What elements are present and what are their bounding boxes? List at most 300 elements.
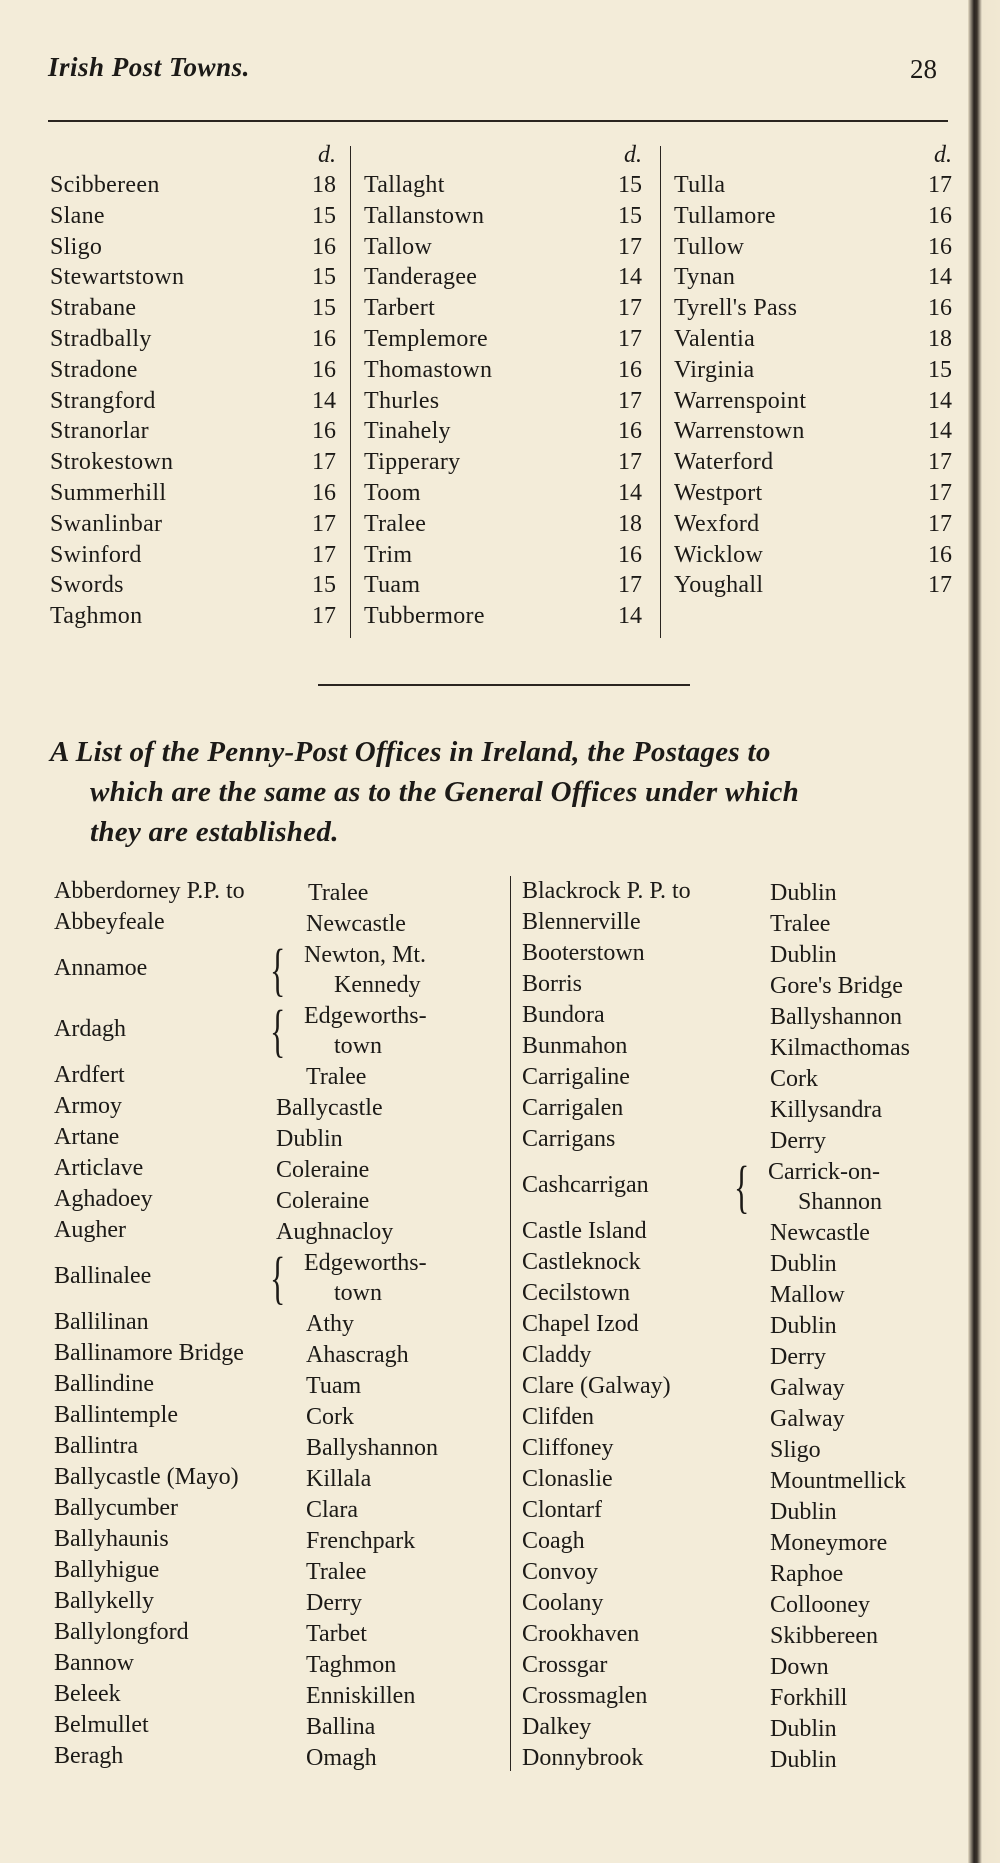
general-office-name: Derry [770, 1128, 826, 1154]
general-office-name: Dublin [276, 1126, 343, 1152]
general-office-name: Ballina [306, 1714, 376, 1740]
general-office [306, 1526, 415, 1556]
penny-post-left-column [54, 878, 494, 1774]
postage-value: 14 [618, 603, 642, 630]
postage-unit: d. [934, 142, 952, 168]
town-name: Wicklow [674, 541, 764, 568]
general-office [770, 1311, 837, 1341]
list-item [54, 1124, 494, 1155]
table-row [674, 234, 956, 265]
town-name: Strabane [50, 295, 137, 322]
office-name: Ballycastle (Mayo) [54, 1464, 239, 1490]
postage-value: 18 [618, 510, 642, 537]
list-item [54, 937, 494, 1002]
brace-mark: { [270, 1245, 286, 1310]
office-name: Carrigalen [522, 1095, 624, 1121]
general-office [306, 1681, 415, 1711]
town-name: Tanderagee [364, 264, 478, 291]
office-name: Bunmahon [522, 1033, 628, 1059]
town-name: Tinahely [364, 418, 451, 445]
general-office [770, 1218, 870, 1248]
postage-value: 14 [928, 418, 952, 445]
table-row [674, 418, 956, 449]
postage-value: 14 [928, 264, 952, 291]
office-name: Ballintemple [54, 1402, 178, 1428]
post-towns-column-3 [674, 142, 956, 603]
general-office-name: Carrick-on- [768, 1159, 880, 1185]
town-name: Tallaght [364, 172, 445, 198]
postage-value: 14 [618, 264, 642, 291]
table-row [50, 295, 340, 326]
office-name: Booterstown [522, 940, 645, 966]
column-divider [510, 876, 511, 1771]
column-divider [660, 146, 661, 638]
table-row [50, 572, 340, 603]
office-name: Beragh [54, 1743, 124, 1769]
office-name: Ballylongford [54, 1619, 189, 1645]
town-name: Tyrell's Pass [674, 295, 798, 322]
list-item [54, 909, 494, 940]
office-name: Dalkey [522, 1714, 592, 1740]
table-row [674, 480, 956, 511]
general-office [770, 1652, 829, 1682]
list-item [54, 1217, 494, 1248]
town-name: Summerhill [50, 479, 167, 506]
office-name: Coolany [522, 1590, 604, 1616]
general-office-name: Dublin [770, 1251, 837, 1277]
post-towns-column-2 [364, 142, 646, 634]
general-office-name: Derry [306, 1590, 362, 1616]
general-office-name: Gore's Bridge [770, 973, 903, 999]
general-office-name: Coleraine [276, 1188, 370, 1214]
list-item [54, 1340, 494, 1371]
heading-line: A List of the Penny-Post Offices in Ireland, the Postages to [50, 736, 771, 768]
general-office [770, 1126, 826, 1156]
brace-mark: { [270, 937, 286, 1002]
general-office [770, 1559, 843, 1589]
office-name: Armoy [54, 1093, 122, 1119]
general-office-name: Cork [770, 1066, 818, 1092]
office-name: Bannow [54, 1650, 134, 1676]
office-name: Ballyhaunis [54, 1526, 169, 1552]
town-name: Stewartstown [50, 264, 185, 291]
list-item [54, 1650, 494, 1681]
postage-unit: d. [318, 142, 336, 168]
general-office [770, 1342, 826, 1372]
general-office-name-continued: Kennedy [334, 972, 421, 998]
town-name: Taghmon [50, 603, 143, 630]
list-item [522, 1342, 962, 1373]
postage-value: 17 [618, 295, 642, 322]
office-name: Abbeyfeale [54, 909, 165, 935]
town-name: Strokestown [50, 449, 174, 476]
office-name: Crookhaven [522, 1621, 640, 1647]
office-name: Convoy [522, 1559, 599, 1585]
list-item [522, 1714, 962, 1745]
general-office-name: Skibbereen [770, 1623, 878, 1649]
general-office [306, 1743, 377, 1773]
table-row [674, 264, 956, 295]
office-name: Beleek [54, 1681, 121, 1707]
office-name: Blackrock P. P. to [522, 878, 691, 904]
postage-value: 18 [928, 325, 952, 352]
general-office-name-continued: town [334, 1280, 382, 1306]
list-item [54, 1619, 494, 1650]
list-item [54, 1062, 494, 1093]
town-name: Thomastown [364, 356, 493, 383]
list-item [522, 1033, 962, 1064]
postage-value: 15 [312, 264, 336, 291]
table-row [674, 572, 956, 603]
list-item [522, 878, 962, 909]
office-name: Donnybrook [522, 1745, 644, 1771]
office-name: Cashcarrigan [522, 1172, 649, 1198]
general-office [306, 1433, 438, 1463]
column-divider [350, 146, 351, 638]
postage-value: 16 [312, 356, 336, 383]
header-rule [48, 120, 948, 122]
general-office-name: Frenchpark [306, 1528, 416, 1554]
general-office [276, 1186, 369, 1216]
general-office [770, 1745, 837, 1775]
office-name: Clifden [522, 1404, 594, 1430]
table-row [674, 203, 956, 234]
town-name: Slane [50, 202, 105, 229]
general-office [306, 1309, 354, 1339]
column-header [50, 142, 340, 172]
postage-value: 17 [312, 510, 336, 537]
office-name: Ballindine [54, 1371, 154, 1397]
office-name: Cliffoney [522, 1435, 614, 1461]
general-office-name: Cork [306, 1404, 354, 1430]
table-row [50, 603, 340, 634]
postage-value: 16 [928, 541, 952, 568]
office-name: Ballintra [54, 1433, 138, 1459]
list-item [54, 1093, 494, 1124]
general-office [306, 1495, 358, 1525]
list-item [522, 1126, 962, 1157]
postage-value: 17 [618, 449, 642, 476]
list-item [522, 1095, 962, 1126]
general-office-name: Aughnacloy [276, 1219, 394, 1245]
brace-mark: { [270, 998, 286, 1063]
postage-value: 18 [312, 172, 336, 198]
general-office-name: Tarbet [306, 1621, 367, 1647]
list-item [522, 940, 962, 971]
town-name: Tralee [364, 510, 427, 537]
general-office-name: Dublin [770, 1716, 837, 1742]
list-item [54, 1526, 494, 1557]
postage-value: 16 [618, 418, 642, 445]
general-office-name: Omagh [306, 1745, 377, 1771]
general-office [306, 1650, 396, 1680]
postage-value: 15 [312, 572, 336, 599]
list-item [522, 1528, 962, 1559]
general-office-name: Tralee [770, 911, 831, 937]
postage-value: 17 [928, 479, 952, 506]
table-row [50, 542, 340, 573]
general-office [770, 1033, 910, 1063]
general-office [770, 1590, 870, 1620]
postage-value: 14 [312, 387, 336, 414]
office-name: Augher [54, 1217, 126, 1243]
general-office [276, 1217, 393, 1247]
town-name: Sligo [50, 233, 103, 260]
post-towns-column-1 [50, 142, 340, 634]
postage-value: 16 [928, 233, 952, 260]
section-rule [318, 684, 690, 686]
list-item [522, 1280, 962, 1311]
general-office-name: Tuam [306, 1373, 362, 1399]
brace-mark: { [734, 1154, 750, 1219]
general-office-name: Athy [306, 1311, 354, 1337]
general-office [770, 1528, 887, 1558]
general-office-name: Sligo [770, 1437, 821, 1463]
town-name: Stradbally [50, 325, 152, 352]
general-office [306, 1464, 371, 1494]
table-row [50, 203, 340, 234]
postage-value: 17 [618, 572, 642, 599]
general-office-name: Moneymore [770, 1530, 888, 1556]
table-row [50, 449, 340, 480]
list-item [54, 878, 494, 909]
postage-value: 14 [928, 387, 952, 414]
town-name: Tullow [674, 233, 745, 260]
table-row [364, 388, 646, 419]
general-office-name: Dublin [770, 1747, 837, 1773]
list-item [54, 998, 494, 1063]
town-name: Scibbereen [50, 172, 160, 198]
town-name: Youghall [674, 572, 764, 599]
table-row [674, 388, 956, 419]
town-name: Thurles [364, 387, 440, 414]
table-row [364, 449, 646, 480]
general-office-name: Enniskillen [306, 1683, 416, 1709]
office-name: Bundora [522, 1002, 605, 1028]
table-row [364, 295, 646, 326]
postage-value: 17 [928, 449, 952, 476]
general-office-name: Taghmon [306, 1652, 397, 1678]
list-item [522, 1652, 962, 1683]
general-office-name: Ballyshannon [306, 1435, 438, 1461]
postage-value: 17 [928, 510, 952, 537]
table-row [674, 542, 956, 573]
town-name: Tallanstown [364, 202, 485, 229]
table-row [50, 234, 340, 265]
town-name: Tynan [674, 264, 736, 291]
general-office [308, 878, 368, 908]
postage-value: 16 [618, 541, 642, 568]
office-name: Ardagh [54, 1016, 126, 1042]
office-name: Annamoe [54, 955, 148, 981]
list-item [522, 971, 962, 1002]
general-office [770, 1435, 821, 1465]
general-office [770, 971, 903, 1001]
list-item [522, 909, 962, 940]
table-row [50, 418, 340, 449]
general-office [304, 1001, 427, 1061]
list-item [54, 1245, 494, 1310]
list-item [522, 1064, 962, 1095]
general-office [770, 1714, 837, 1744]
office-name: Castleknock [522, 1249, 641, 1275]
town-name: Warrenspoint [674, 387, 807, 414]
list-item [522, 1466, 962, 1497]
general-office [770, 1373, 845, 1403]
list-item [522, 1002, 962, 1033]
postage-value: 17 [312, 449, 336, 476]
general-office-name: Tralee [308, 880, 369, 906]
table-row [364, 603, 646, 634]
postage-value: 17 [618, 233, 642, 260]
office-name: Chapel Izod [522, 1311, 639, 1337]
list-item [522, 1745, 962, 1776]
list-item [522, 1559, 962, 1590]
town-name: Tarbert [364, 295, 436, 322]
office-name: Carrigans [522, 1126, 616, 1152]
table-row [674, 172, 956, 203]
general-office [770, 1249, 837, 1279]
general-office [306, 1371, 361, 1401]
general-office-name-continued: town [334, 1033, 382, 1059]
list-item [54, 1495, 494, 1526]
page-number: 28 [910, 54, 937, 84]
penny-post-right-column [522, 878, 962, 1776]
general-office-name: Edgeworths- [304, 1250, 427, 1276]
list-item [54, 1309, 494, 1340]
postage-value: 16 [928, 295, 952, 322]
town-name: Virginia [674, 356, 755, 383]
general-office-name: Mountmellick [770, 1468, 906, 1494]
running-head-title: Irish Post Towns. [48, 52, 250, 82]
town-name: Tuam [364, 572, 421, 599]
town-name: Westport [674, 479, 763, 506]
general-office-name: Galway [770, 1406, 845, 1432]
postage-value: 16 [618, 356, 642, 383]
general-office [770, 1683, 847, 1713]
general-office [768, 1157, 882, 1217]
general-office [770, 1064, 818, 1094]
town-name: Swinford [50, 541, 142, 568]
office-name: Ardfert [54, 1062, 125, 1088]
postage-value: 16 [312, 418, 336, 445]
general-office [770, 1404, 845, 1434]
list-item [54, 1588, 494, 1619]
general-office-name: Newcastle [770, 1220, 870, 1246]
town-name: Strangford [50, 387, 156, 414]
table-row [674, 511, 956, 542]
office-name: Clontarf [522, 1497, 602, 1523]
town-name: Stranorlar [50, 418, 149, 445]
office-name: Carrigaline [522, 1064, 630, 1090]
table-row [364, 357, 646, 388]
list-item [522, 1154, 962, 1219]
town-name: Waterford [674, 449, 774, 476]
general-office-name: Galway [770, 1375, 845, 1401]
postage-value: 17 [928, 572, 952, 599]
office-name: Crossgar [522, 1652, 608, 1678]
general-office [306, 1619, 367, 1649]
general-office [306, 1557, 366, 1587]
town-name: Trim [364, 541, 413, 568]
table-row [364, 234, 646, 265]
postage-value: 17 [618, 325, 642, 352]
general-office [770, 878, 837, 908]
list-item [522, 1218, 962, 1249]
town-name: Wexford [674, 510, 760, 537]
table-row [674, 357, 956, 388]
general-office [306, 1340, 409, 1370]
general-office-name: Dublin [770, 1499, 837, 1525]
general-office-name: Newcastle [306, 911, 406, 937]
postage-unit: d. [624, 142, 642, 168]
general-office-name: Edgeworths- [304, 1003, 427, 1029]
general-office-name: Kilmacthomas [770, 1035, 910, 1061]
town-name: Stradone [50, 356, 138, 383]
list-item [522, 1373, 962, 1404]
general-office-name-continued: Shannon [798, 1189, 882, 1215]
postage-value: 17 [312, 603, 336, 630]
postage-value: 15 [312, 295, 336, 322]
office-name: Articlave [54, 1155, 144, 1181]
town-name: Warrenstown [674, 418, 805, 445]
table-row [364, 418, 646, 449]
table-row [364, 572, 646, 603]
list-item [522, 1590, 962, 1621]
table-row [364, 203, 646, 234]
general-office [770, 1095, 882, 1125]
town-name: Tulla [674, 172, 726, 198]
general-office-name: Derry [770, 1344, 826, 1370]
general-office-name: Collooney [770, 1592, 870, 1618]
book-spine [968, 0, 1000, 1863]
list-item [54, 1681, 494, 1712]
general-office-name: Dublin [770, 942, 837, 968]
office-name: Coagh [522, 1528, 585, 1554]
office-name: Clare (Galway) [522, 1373, 671, 1399]
general-office [770, 940, 837, 970]
general-office-name: Clara [306, 1497, 358, 1523]
general-office [770, 1621, 878, 1651]
list-item [54, 1464, 494, 1495]
general-office [770, 1002, 902, 1032]
table-row [364, 172, 646, 203]
general-office [276, 1093, 383, 1123]
list-item [54, 1557, 494, 1588]
postage-value: 15 [618, 172, 642, 198]
list-item [54, 1433, 494, 1464]
list-item [54, 1712, 494, 1743]
list-item [54, 1186, 494, 1217]
list-item [522, 1683, 962, 1714]
general-office [770, 1280, 845, 1310]
town-name: Tallow [364, 233, 433, 260]
table-row [50, 511, 340, 542]
general-office-name: Ballyshannon [770, 1004, 902, 1030]
list-item [54, 1402, 494, 1433]
table-row [674, 449, 956, 480]
office-name: Castle Island [522, 1218, 647, 1244]
postage-value: 16 [312, 325, 336, 352]
penny-post-heading [50, 732, 960, 852]
table-row [364, 511, 646, 542]
general-office [306, 1062, 366, 1092]
postage-value: 14 [618, 479, 642, 506]
office-name: Ballinalee [54, 1263, 152, 1289]
town-name: Swanlinbar [50, 510, 163, 537]
table-row [50, 264, 340, 295]
general-office-name: Mallow [770, 1282, 845, 1308]
